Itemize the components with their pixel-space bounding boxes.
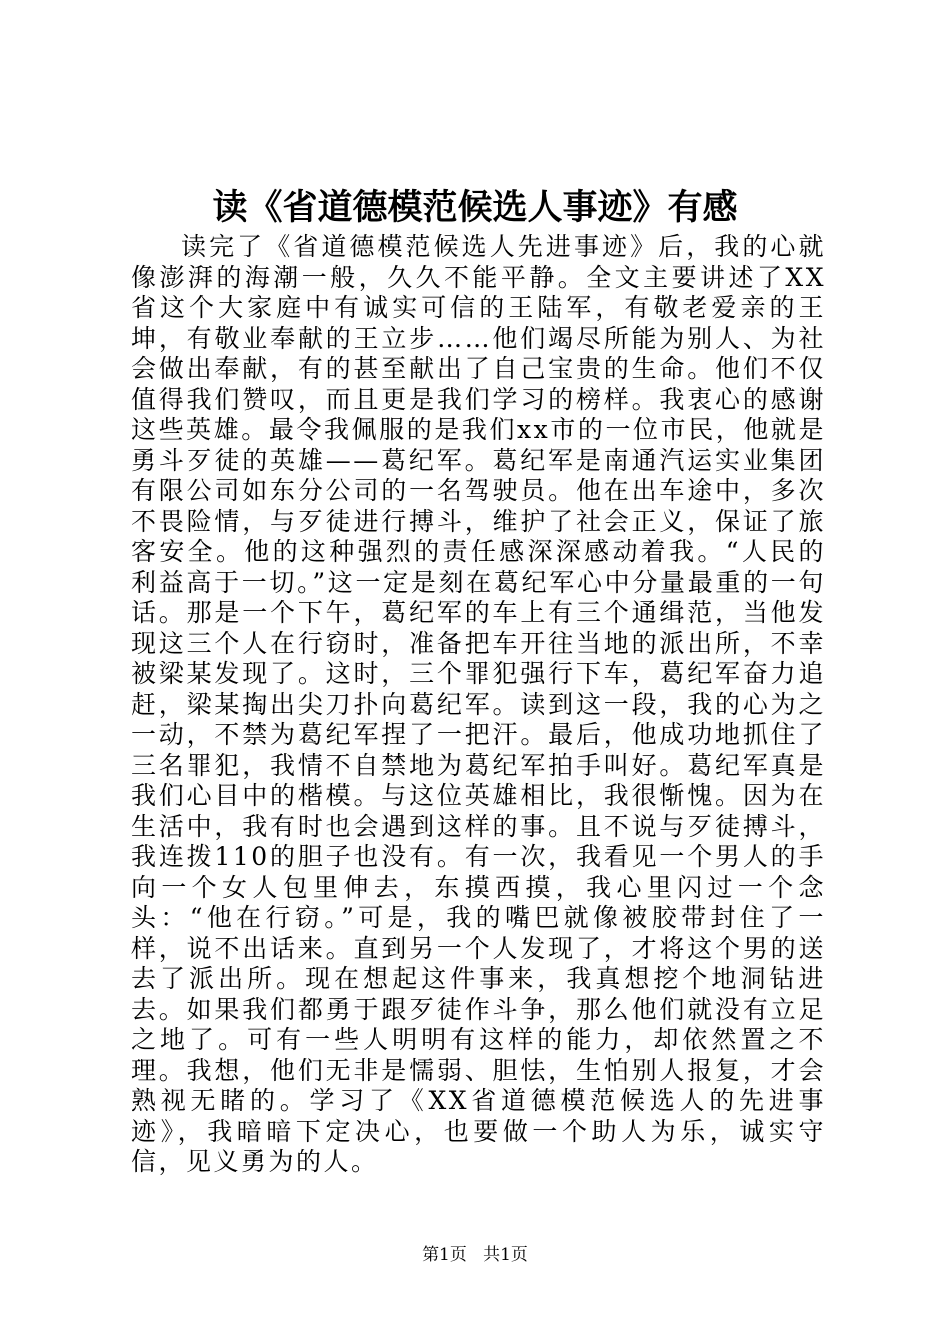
page-number: 第1页 [422,1245,467,1265]
document-title: 读《省道德模范候选人事迹》有感 [212,187,738,228]
document-body: 读完了《省道德模范候选人先进事迹》后，我的心就像澎湃的海潮一般，久久不能平静。全文主要讲述了XX省这个大家庭中有诚实可信的王陆军，有敬老爱亲的王坤，有敬业奉献的王立步……他们竭尽所能为别人、为社会做出奉献，有的甚至献出了自己宝贵的生命。他们不仅值得我们赞叹，而且更是我们学习的榜样。我衷心的感谢这些英雄。最令我佩服的是我们xx市的一位市民，他就是勇斗歹徒的英雄——葛纪军。葛纪军是南通汽运实业集团有限公司如东分公司的一名驾驶员。他在出车途中，多次不畏险情，与歹徒进行搏斗，维护了社会正义，保证了旅客安全。他的这种强烈的责任感深深感动着我。“人民的利益高于一切。”这一定是刻在葛纪军心中分量最重的一句话。那是一个下午，葛纪军的车上有三个通缉范，当他发现这三个人在行窃时，准备把车开往当地的派出所，不幸被梁某发现了。这时，三个罪犯强行下车，葛纪军奋力追赶，梁某掏出尖刀扑向葛纪军。读到这一段，我的心为之一动，不禁为葛纪军捏了一把汗。最后，他成功地抓住了三名罪犯，我情不自禁地为葛纪军拍手叫好。葛纪军真是我们心目中的楷模。与这位英雄相比，我很惭愧。因为在生活中，我有时也会遇到这样的事。且不说与歹徒搏斗，我连拨110的胆子也没有。有一次，我看见一个男人的手向一个女人包里伸去，东摸西摸，我心里闪过一个念头：“他在行窃。”可是，我的嘴巴就像被胶带封住了一样，说不出话来。直到另一个人发现了，才将这个男的送去了派出所。现在想起这件事来，我真想挖个地洞钻进去。如果我们都勇于跟歹徒作斗争，那么他们就没有立足之地了。可有一些人明明有这样的能力，却依然置之不理。我想，他们无非是懦弱、胆怯，生怕别人报复，才会熟视无睹的。学习了《XX省道德模范候选人的先进事迹》，我暗暗下定决心，也要做一个助人为乐，诚实守信，见义勇为的人。 [131,232,826,1176]
page-count: 共1页 [483,1245,528,1265]
page-separator [472,1245,477,1265]
page-footer [0,1244,950,1266]
